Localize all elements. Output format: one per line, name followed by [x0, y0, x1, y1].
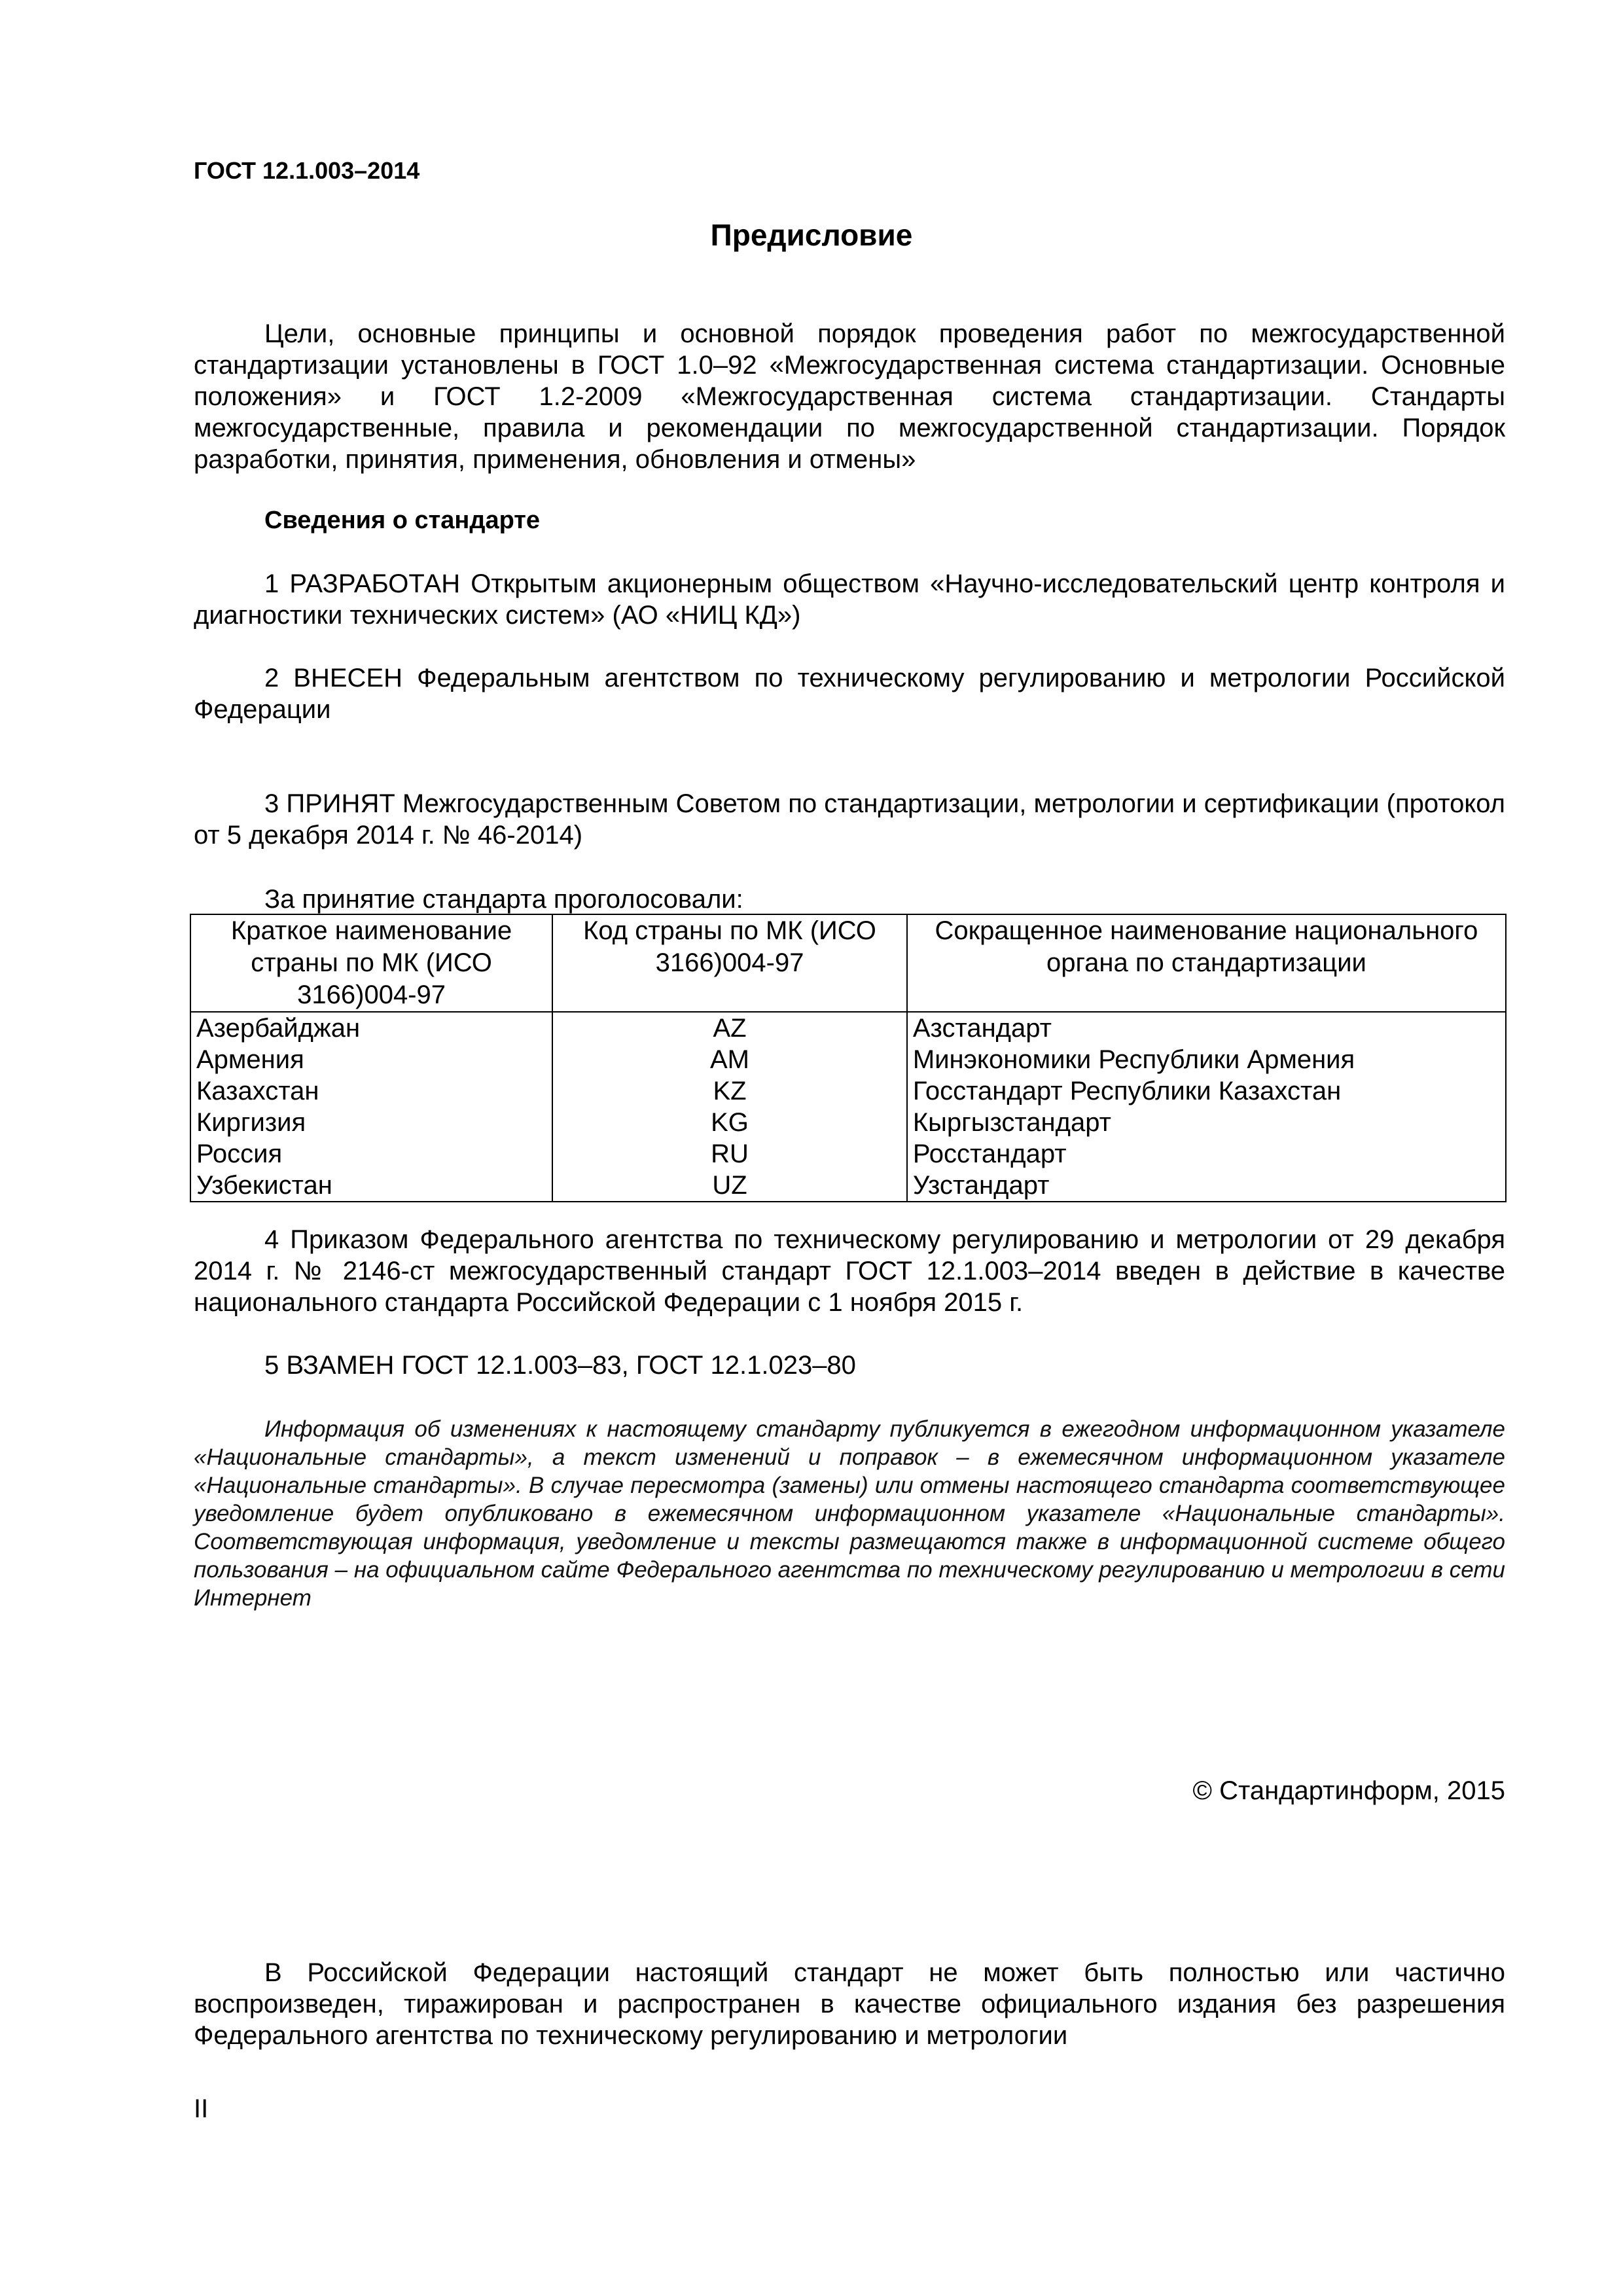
- country-name: Казахстан: [190, 1075, 552, 1107]
- vote-table-header-row: [190, 914, 1506, 1012]
- reproduction-notice: [194, 1957, 1505, 2051]
- country-name: Азербайджан: [190, 1012, 552, 1044]
- standards-body: Минэкономики Республики Армения: [907, 1044, 1506, 1075]
- country-code: KG: [552, 1107, 907, 1138]
- country-code: UZ: [552, 1170, 907, 1202]
- table-row: [190, 1138, 1506, 1170]
- standards-body: Узстандарт: [907, 1170, 1506, 1202]
- country-code: AZ: [552, 1012, 907, 1044]
- copyright-notice: © Стандартинформ, 2015: [1192, 1776, 1505, 1805]
- country-name: Россия: [190, 1138, 552, 1170]
- standards-body: Азстандарт: [907, 1012, 1506, 1044]
- page-number: II: [194, 2094, 209, 2123]
- country-code: RU: [552, 1138, 907, 1170]
- header-standards-body: Сокращенное наименование национального органа по стандартизации: [907, 914, 1506, 1012]
- intro-text: Цели, основные принципы и основной порядок проведения работ по межгосударственной стандартизации установлены в ГОСТ 1.0–92 «Межгосударственная система стандартизации. Основные положения» и ГОСТ 1.2-2009 «Межгосударственная система стандартизации. Стандарты межгосударственные, правила и рекомендации по межгосударственной стандартизации. Порядок разработки, принятия, применения, обновления и отмены»: [194, 319, 1505, 474]
- country-name: Армения: [190, 1044, 552, 1075]
- item-order-text: 4 Приказом Федерального агентства по техническому регулированию и метрологии от 29 декабря 2014 г. № 2146-ст межгосударственный стандарт ГОСТ 12.1.003–2014 введен в действие в качестве национального стандарта Российской Федерации с 1 ноября 2015 г.: [194, 1225, 1505, 1317]
- standards-body: Росстандарт: [907, 1138, 1506, 1170]
- changes-info-text: Информация об изменениях к настоящему стандарту публикуется в ежегодном информационном указателе «Национальные стандарты», а текст изменений и поправок – в ежемесячном информационном указателе «Национальные стандарты». В случае пересмотра (замены) или отмены настоящего стандарта соответствующее уведомление будет опубликовано в ежемесячном информационном указателе «Национальные стандарты». Соответствующая информация, уведомление и тексты размещаются также в информационной системе общего пользования – на официальном сайте Федерального агентства по техническому регулированию и метрологии в сети Интернет: [194, 1416, 1505, 1611]
- country-name: Киргизия: [190, 1107, 552, 1138]
- country-name: Узбекистан: [190, 1170, 552, 1202]
- page-title: Предисловие: [710, 218, 913, 252]
- table-row: [190, 1107, 1506, 1138]
- standards-body: Кыргызстандарт: [907, 1107, 1506, 1138]
- vote-table: [190, 914, 1507, 1202]
- header-country-name: Краткое наименование страны по МК (ИСО 3166)004-97: [190, 914, 552, 1012]
- vote-table-caption: За принятие стандарта проголосовали:: [264, 885, 743, 914]
- country-code: AM: [552, 1044, 907, 1075]
- table-row: [190, 1170, 1506, 1202]
- item-adopted: [194, 788, 1505, 851]
- document-code-header: ГОСТ 12.1.003–2014: [194, 157, 420, 184]
- intro-paragraph: [194, 318, 1505, 475]
- changes-info-note: [194, 1415, 1505, 1612]
- item-replaces: [194, 1350, 1505, 1381]
- item-replaces-text: 5 ВЗАМЕН ГОСТ 12.1.003–83, ГОСТ 12.1.023–80: [264, 1351, 856, 1380]
- table-row: [190, 1012, 1506, 1044]
- table-row: [190, 1075, 1506, 1107]
- reproduction-notice-text: В Российской Федерации настоящий стандарт не может быть полностью или частично воспроизведен, тиражирован и распространен в качестве официального издания без разрешения Федерального агентства по техническому регулированию и метрологии: [194, 1958, 1505, 2050]
- item-introduced-text: 2 ВНЕСЕН Федеральным агентством по техническому регулированию и метрологии Российской Федерации: [194, 664, 1505, 724]
- item-adopted-text: 3 ПРИНЯТ Межгосударственным Советом по стандартизации, метрологии и сертификации (протокол от 5 декабря 2014 г. № 46-2014): [194, 789, 1505, 850]
- standards-body: Госстандарт Республики Казахстан: [907, 1075, 1506, 1107]
- item-developed: [194, 568, 1505, 631]
- item-introduced: [194, 662, 1505, 725]
- item-developed-text: 1 РАЗРАБОТАН Открытым акционерным обществом «Научно-исследовательский центр контроля и диагностики технических систем» (АО «НИЦ КД»): [194, 569, 1505, 630]
- country-code: KZ: [552, 1075, 907, 1107]
- header-country-code: Код страны по МК (ИСО 3166)004-97: [552, 914, 907, 1012]
- section-subheading: Сведения о стандарте: [264, 507, 541, 534]
- table-row: [190, 1044, 1506, 1075]
- item-order: [194, 1224, 1505, 1318]
